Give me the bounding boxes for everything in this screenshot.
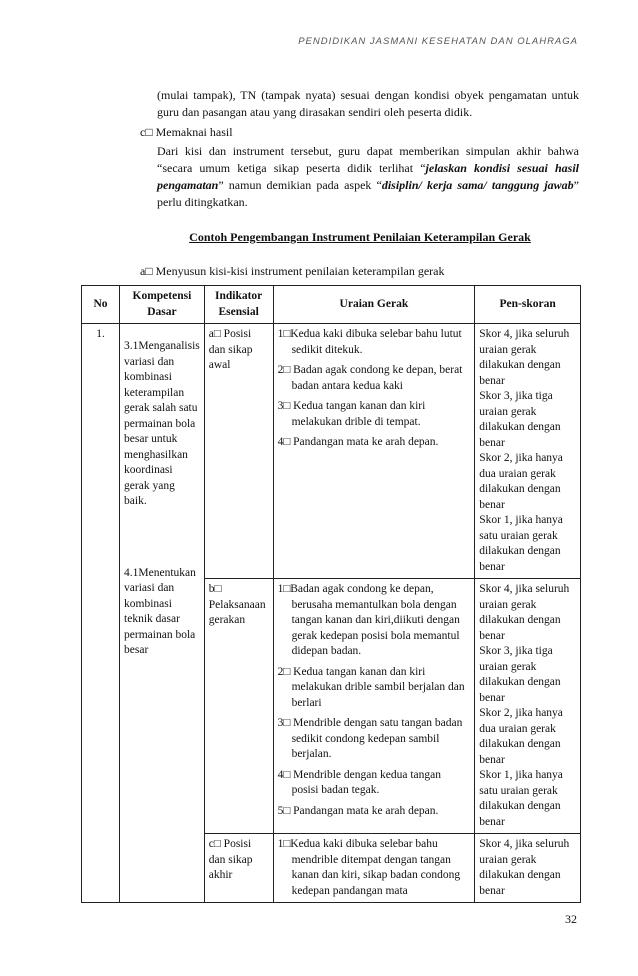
assessment-table	[81, 285, 581, 903]
item-c-paragraph	[157, 143, 579, 211]
uraian-item: 4□ Pandangan mata ke arah depan.	[277, 436, 439, 448]
header-skor: Pen-skoran	[475, 286, 581, 324]
cell-uraian	[273, 579, 475, 834]
cell-indikator: b□ Pelaksanaan gerakan	[204, 579, 273, 834]
uraian-item: 1□Kedua kaki dibuka selebar bahu lutut sedikit ditekuk.	[277, 328, 462, 356]
skor-item: Skor 1, jika hanya satu uraian gerak dilakukan dengan benar	[479, 769, 563, 828]
uraian-item: 4□ Mendrible dengan kedua tangan posisi badan tegak.	[277, 768, 441, 796]
item-a-heading: a□ Menyusun kisi-kisi instrument penilaian keterampilan gerak	[140, 264, 445, 278]
item-c-emph-2: disiplin/ kerja sama/ tanggung jawab	[381, 178, 574, 192]
header-no: No	[82, 286, 120, 324]
skor-item: Skor 4, jika seluruh uraian gerak dilakukan dengan benar	[479, 328, 570, 387]
skor-item: Skor 2, jika hanya dua uraian gerak dilakukan dengan benar	[479, 707, 563, 766]
skor-item: Skor 4, jika seluruh uraian gerak dilakukan dengan benar	[479, 583, 570, 642]
cell-skor	[475, 324, 581, 579]
cell-no: 1.	[82, 324, 120, 903]
skor-item: Skor 3, jika tiga uraian gerak dilakukan dengan benar	[479, 645, 561, 704]
item-c-text-3: ” perlu ditingkatkan.	[157, 178, 579, 209]
uraian-item: 2□ Badan agak condong ke depan, berat badan antara kedua kaki	[277, 364, 463, 392]
uraian-item: 3□ Mendrible dengan satu tangan badan sedikit condong kedepan sambil berjalan.	[277, 717, 463, 760]
uraian-item: 1□Kedua kaki dibuka selebar bahu mendrible ditempat dengan tangan kanan dan kiri, sikap badan condong kedepan pandangan mata	[277, 838, 461, 897]
skor-item: Skor 3, jika tiga uraian gerak dilakukan dengan benar	[479, 390, 561, 449]
item-c-emph-1: jelaskan kondisi sesuai hasil pengamatan	[157, 161, 579, 192]
item-c-heading: c□ Memaknai hasil	[140, 125, 233, 139]
cell-uraian	[273, 324, 475, 579]
header-indikator: Indikator Esensial	[204, 286, 273, 324]
intro-continuation: (mulai tampak), TN (tampak nyata) sesuai dengan kondisi obyek pengamatan untuk guru dan pasangan atau yang dirasakan sendiri oleh peserta didik.	[157, 88, 579, 119]
uraian-item: 5□ Pandangan mata ke arah depan.	[277, 804, 439, 817]
cell-indikator: a□ Posisi dan sikap awal	[204, 324, 273, 579]
item-c-text-2: ” namun demikian pada aspek “	[218, 178, 382, 192]
skor-item: Skor 4, jika seluruh uraian gerak dilakukan dengan benar	[479, 838, 570, 897]
cell-indikator: c□ Posisi dan sikap akhir	[204, 834, 273, 903]
skor-item: Skor 2, jika hanya dua uraian gerak dilakukan dengan benar	[479, 452, 563, 511]
uraian-item: 2□ Kedua tangan kanan dan kiri melakukan drible sambil berjalan dan berlari	[277, 665, 465, 709]
kompetensi-3-1: 3.1Menganalisis variasi dan kombinasi keterampilan gerak salah satu permainan bola besar untuk menghasilkan koordinasi gerak yang baik.	[124, 340, 200, 507]
header-uraian: Uraian Gerak	[273, 286, 475, 324]
uraian-item: 3□ Kedua tangan kanan dan kiri melakukan drible di tempat.	[277, 400, 426, 428]
cell-kompetensi	[120, 324, 205, 903]
uraian-item: 1□Badan agak condong ke depan, berusaha memantulkan bola dengan tangan kanan dan kiri,diikuti dengan gerak kedepan posisi bola memantul didepan badan.	[277, 583, 460, 657]
table-row	[82, 324, 581, 579]
skor-item: Skor 1, jika hanya satu uraian gerak dilakukan dengan benar	[479, 514, 563, 573]
item-c-text-1: Dari kisi dan instrument tersebut, guru dapat memberikan simpulan akhir bahwa “secara umum ketiga sikap peserta didik terlihat “	[157, 144, 579, 175]
page-number: 32	[565, 912, 577, 926]
table-header-row	[82, 286, 581, 324]
cell-skor	[475, 834, 581, 903]
section-title: Contoh Pengembangan Instrument Penilaian Keterampilan Gerak	[189, 230, 531, 244]
kompetensi-4-1: 4.1Menentukan variasi dan kombinasi teknik dasar permainan bola besar	[124, 566, 196, 656]
cell-uraian	[273, 834, 475, 903]
cell-skor	[475, 579, 581, 834]
header-kompetensi: Kompetensi Dasar	[120, 286, 205, 324]
running-header: PENDIDIKAN JASMANI KESEHATAN DAN OLAHRAGA	[298, 36, 578, 47]
